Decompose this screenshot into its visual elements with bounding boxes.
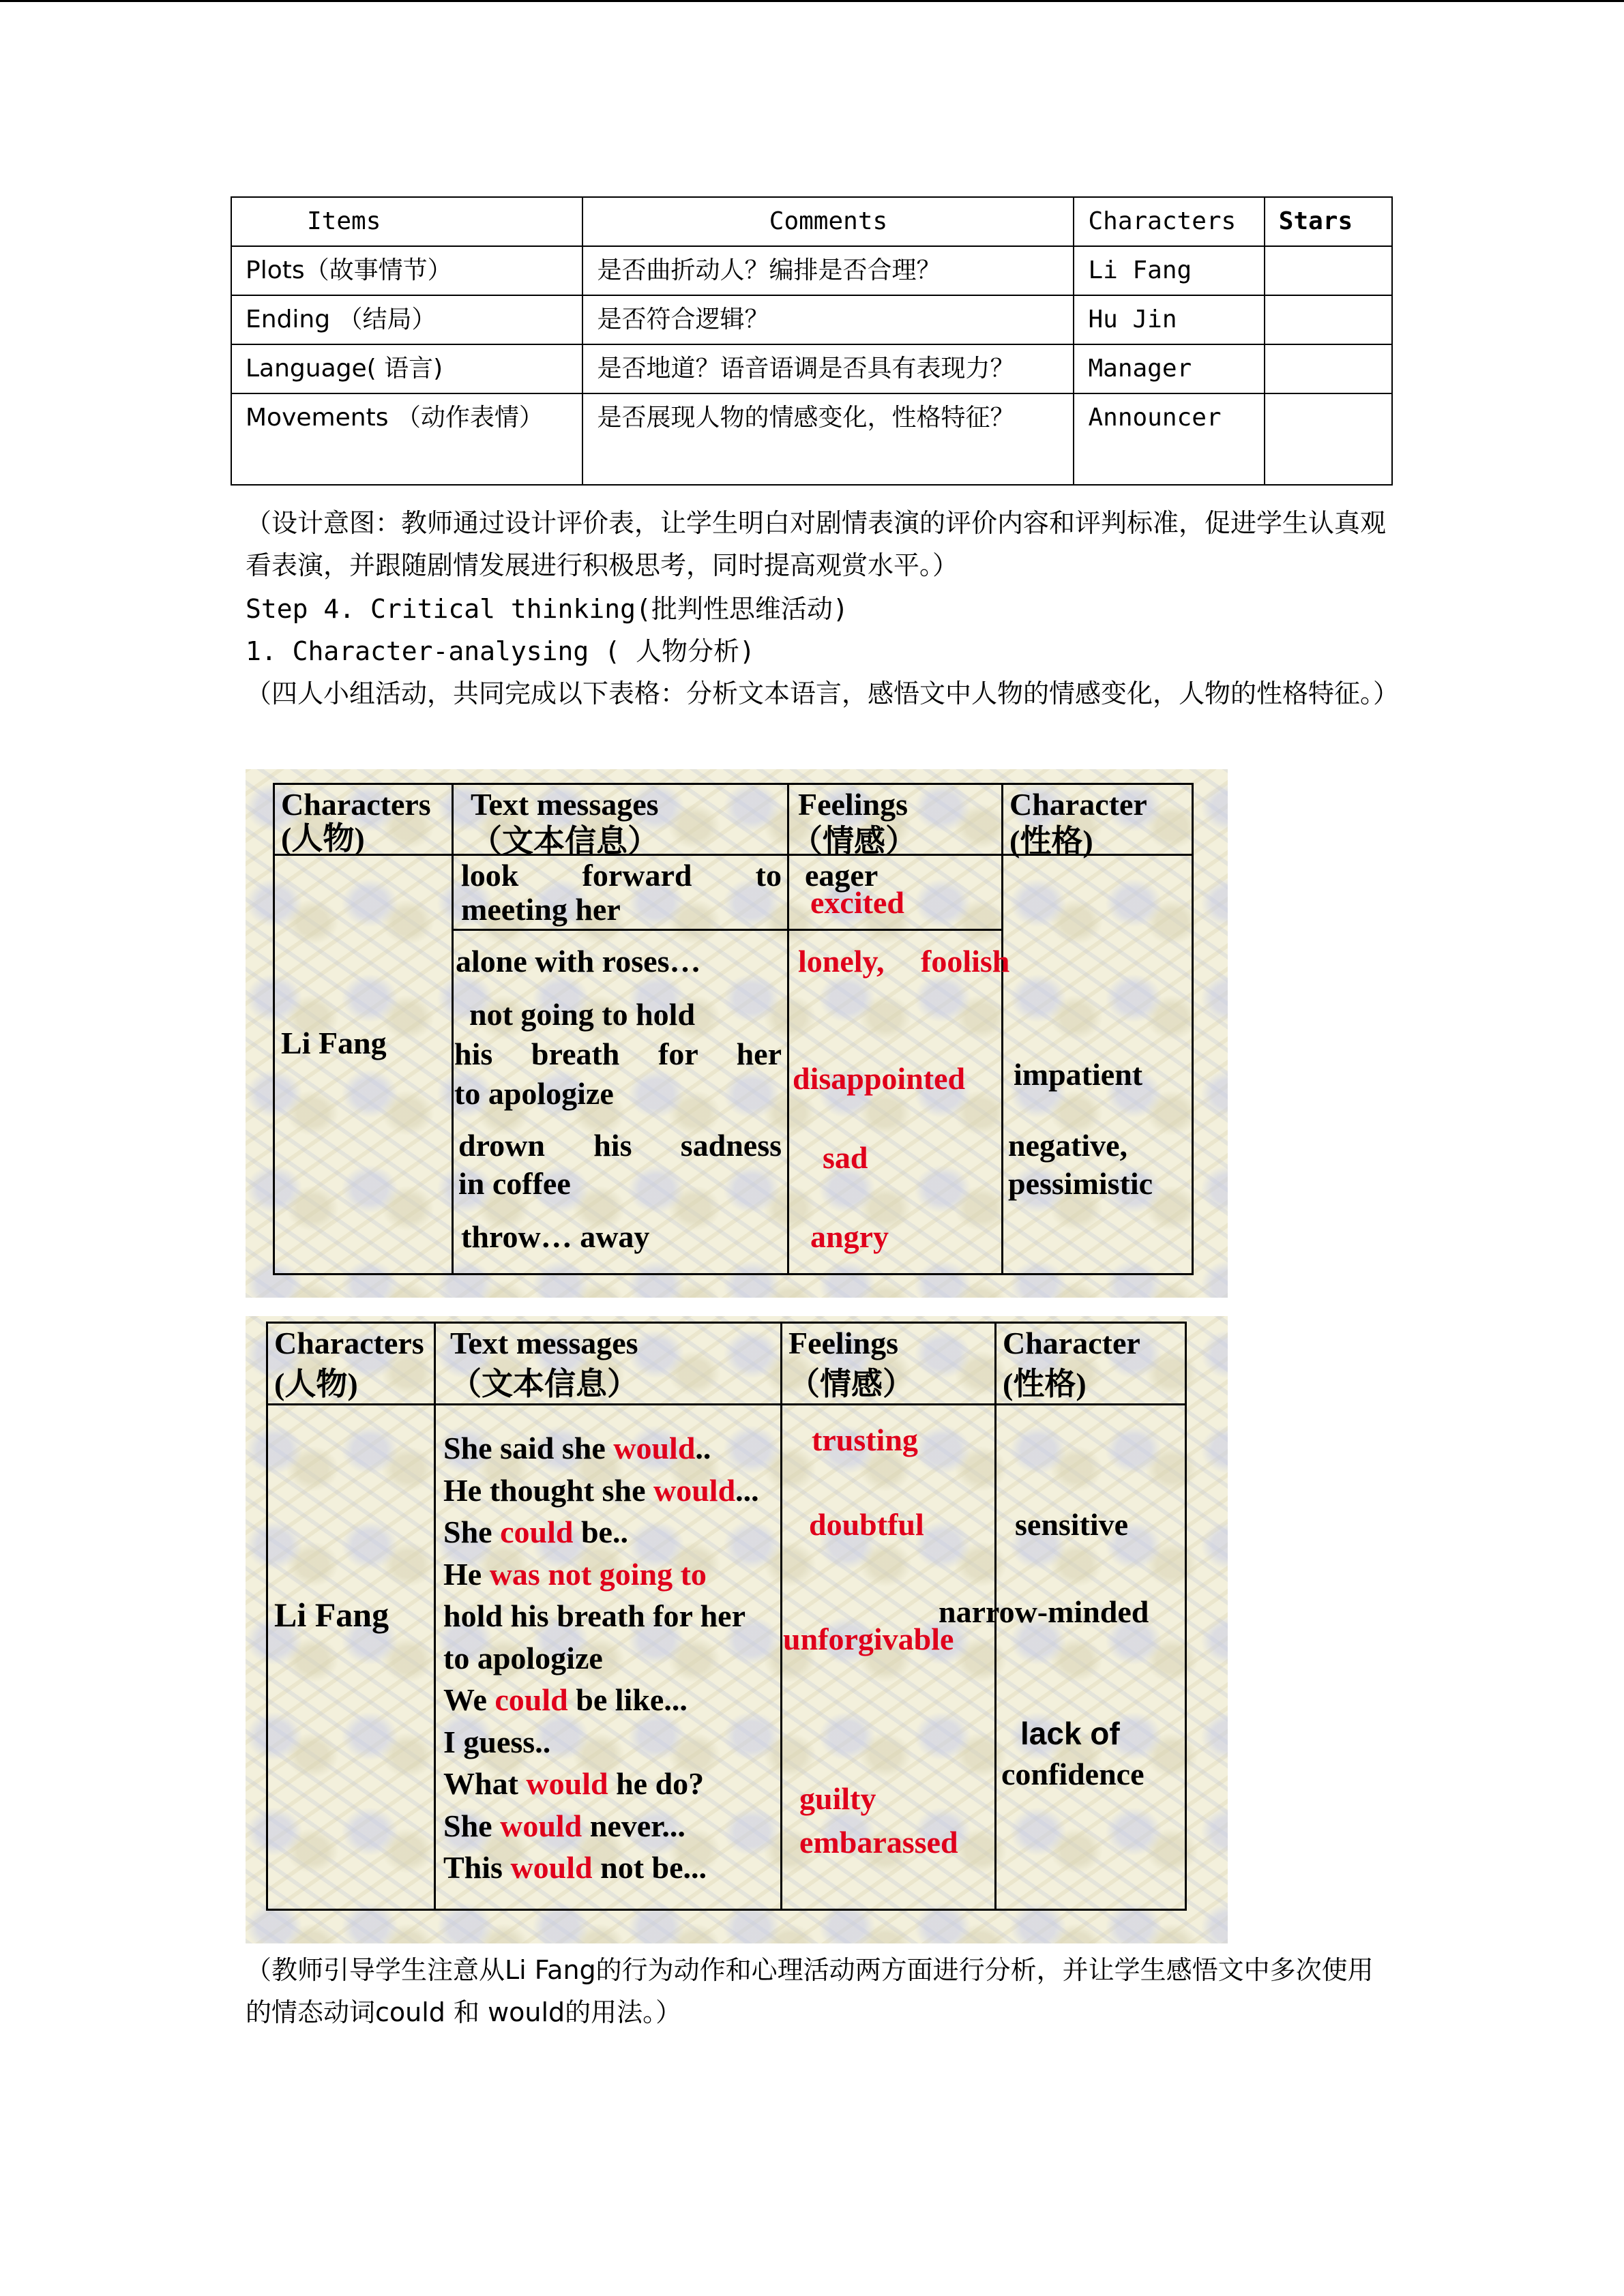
feeling-foolish: foolish	[921, 944, 1010, 979]
modal-verb: would	[613, 1431, 696, 1465]
header-character: Character	[1009, 787, 1147, 822]
msg-part: What	[443, 1766, 527, 1801]
msg-part: never...	[582, 1808, 685, 1843]
row-comment: 是否曲折动人？编排是否合理？	[582, 246, 1074, 295]
table-row	[231, 295, 1392, 344]
feeling-excited: excited	[810, 885, 904, 920]
text-message-line	[443, 1473, 759, 1508]
feeling-trusting: trusting	[812, 1422, 918, 1457]
header-stars: Stars	[1265, 197, 1392, 246]
msg-part: ...	[735, 1473, 759, 1508]
text-message-line	[443, 1557, 707, 1592]
feeling-unforgivable: unforgivable	[783, 1622, 954, 1656]
evaluation-table	[231, 196, 1393, 486]
text-message-line	[443, 1725, 550, 1760]
row-character: Announcer	[1074, 393, 1264, 485]
grid-line	[452, 783, 454, 1273]
table-row	[231, 246, 1392, 295]
feeling-lonely: lonely,	[798, 944, 885, 979]
character-name: Li Fang	[274, 1596, 389, 1634]
row-item: Movements （动作表情）	[231, 393, 582, 485]
row-comment: 是否符合逻辑？	[582, 295, 1074, 344]
feeling-eager: eager	[805, 858, 879, 893]
feeling-angry: angry	[810, 1219, 889, 1254]
feeling-guilty: guilty	[799, 1781, 876, 1816]
text-message: alone with roses…	[456, 944, 701, 979]
modal-verb: was not going to	[489, 1557, 707, 1592]
closing-paragraph: （教师引导学生注意从Li Fang的行为动作和心理活动两方面进行分析，并让学生感悟文中多次使用的情态动词could 和 would的用法。）	[246, 1955, 1374, 2027]
grid-line	[787, 783, 789, 1273]
character-name: Li Fang	[281, 1026, 387, 1060]
msg-part: to apologize	[443, 1641, 603, 1675]
header-characters-cn: (人物)	[274, 1367, 358, 1401]
trait-confidence: confidence	[1001, 1757, 1145, 1791]
table-row	[231, 344, 1392, 393]
grid-line	[1001, 783, 1003, 1273]
header-characters: Characters	[1074, 197, 1264, 246]
trait-sensitive: sensitive	[1015, 1507, 1129, 1542]
msg-part: drown his sadness	[458, 1128, 782, 1163]
msg-part: He thought she	[443, 1473, 653, 1508]
header-text-messages: Text messages	[471, 787, 659, 822]
msg-part: be like...	[567, 1682, 688, 1717]
trait-lack-of: lack of	[1020, 1716, 1120, 1751]
feeling-disappointed: disappointed	[793, 1061, 966, 1096]
header-characters: Characters	[274, 1326, 424, 1360]
text-message-line	[443, 1431, 711, 1466]
text-message	[454, 1037, 782, 1072]
design-intent-paragraph: （设计意图：教师通过设计评价表，让学生明白对剧情表演的评价内容和评判标准，促进学生认真观看表演，并跟随剧情发展进行积极思考，同时提高观赏水平。）	[246, 508, 1387, 580]
modal-verb: would	[653, 1473, 736, 1508]
header-character: Character	[1003, 1326, 1140, 1360]
text-message-line	[443, 1515, 628, 1550]
row-stars[interactable]	[1265, 295, 1392, 344]
feeling-doubtful: doubtful	[809, 1507, 924, 1542]
modal-verb: would	[526, 1766, 608, 1801]
character-analysis-image-1	[246, 769, 1228, 1298]
header-feelings-cn: （情感）	[791, 824, 917, 859]
row-item: Plots（故事情节）	[231, 246, 582, 295]
text-message-line	[443, 1850, 707, 1885]
row-character: Hu Jin	[1074, 295, 1264, 344]
msg-part: He	[443, 1557, 490, 1592]
row-comment: 是否地道？语音语调是否具有表现力？	[582, 344, 1074, 393]
feeling-embarassed: embarassed	[799, 1825, 958, 1860]
msg-part: She	[443, 1808, 501, 1843]
header-characters-cn: (人物)	[281, 821, 365, 856]
character-analysis-image-2	[246, 1316, 1228, 1943]
text-message: throw… away	[461, 1219, 650, 1254]
row-stars[interactable]	[1265, 393, 1392, 485]
character-analysing-heading: 1. Character-analysing ( 人物分析)	[246, 636, 755, 666]
msg-part: This	[443, 1850, 511, 1885]
text-message-line	[443, 1808, 685, 1844]
msg-part: look forward to	[461, 858, 782, 893]
grid-line	[452, 929, 1001, 931]
msg-part: he do?	[608, 1766, 705, 1801]
header-character-cn: (性格)	[1003, 1367, 1087, 1401]
text-message: meeting her	[461, 892, 621, 927]
header-feelings: Feelings	[798, 787, 908, 822]
msg-part: hold his breath for her	[443, 1598, 746, 1633]
msg-part: be..	[573, 1515, 628, 1549]
trait-pessimistic: pessimistic	[1008, 1166, 1153, 1201]
modal-verb: would	[500, 1808, 582, 1843]
table-header-row	[231, 197, 1392, 246]
msg-part: I guess..	[443, 1725, 551, 1759]
msg-part: ..	[695, 1431, 711, 1465]
text-message-line	[443, 1682, 688, 1718]
step4-heading: Step 4. Critical thinking(批判性思维活动)	[246, 594, 848, 624]
msg-part: not be...	[592, 1850, 707, 1885]
text-message	[461, 858, 782, 893]
msg-part: She said she	[443, 1431, 614, 1465]
modal-verb: would	[510, 1850, 593, 1885]
page-top-border	[0, 0, 1624, 2]
row-comment: 是否展现人物的情感变化，性格特征？	[582, 393, 1074, 485]
header-comments: Comments	[582, 197, 1074, 246]
row-stars[interactable]	[1265, 246, 1392, 295]
text-message-line	[443, 1598, 745, 1634]
row-item: Language( 语言)	[231, 344, 582, 393]
msg-part: his breath for her	[454, 1037, 782, 1071]
modal-verb: could	[494, 1682, 568, 1717]
header-characters: Characters	[281, 787, 431, 822]
grid-line	[434, 1322, 436, 1909]
header-text-messages-cn: （文本信息）	[450, 1367, 638, 1401]
grid-line	[266, 1403, 1185, 1405]
header-text-messages: Text messages	[450, 1326, 638, 1360]
trait-narrow-minded: narrow-minded	[939, 1594, 1149, 1629]
trait-impatient: impatient	[1014, 1057, 1143, 1092]
header-character-cn: (性格)	[1009, 824, 1093, 859]
header-text-messages-cn: （文本信息）	[471, 824, 659, 859]
row-character: Manager	[1074, 344, 1264, 393]
header-feelings-cn: （情感）	[788, 1367, 914, 1401]
text-message: not going to hold	[469, 997, 696, 1032]
text-message-line	[443, 1641, 603, 1676]
text-message: in coffee	[458, 1166, 571, 1201]
row-character: Li Fang	[1074, 246, 1264, 295]
msg-part: She	[443, 1515, 501, 1549]
modal-verb: could	[500, 1515, 574, 1549]
trait-negative: negative,	[1008, 1128, 1128, 1163]
feeling-sad: sad	[823, 1140, 868, 1175]
grid-line	[780, 1322, 782, 1909]
row-item: Ending （结局）	[231, 295, 582, 344]
header-feelings: Feelings	[788, 1326, 898, 1360]
text-message-line	[443, 1766, 704, 1802]
text-message: to apologize	[454, 1076, 614, 1111]
header-items: Items	[231, 197, 582, 246]
table-row	[231, 393, 1392, 485]
group-task-paragraph: （四人小组活动，共同完成以下表格：分析文本语言，感悟文中人物的情感变化，人物的性格特征。）	[246, 679, 1400, 709]
row-stars[interactable]	[1265, 344, 1392, 393]
text-message	[458, 1128, 782, 1163]
msg-part: We	[443, 1682, 495, 1717]
